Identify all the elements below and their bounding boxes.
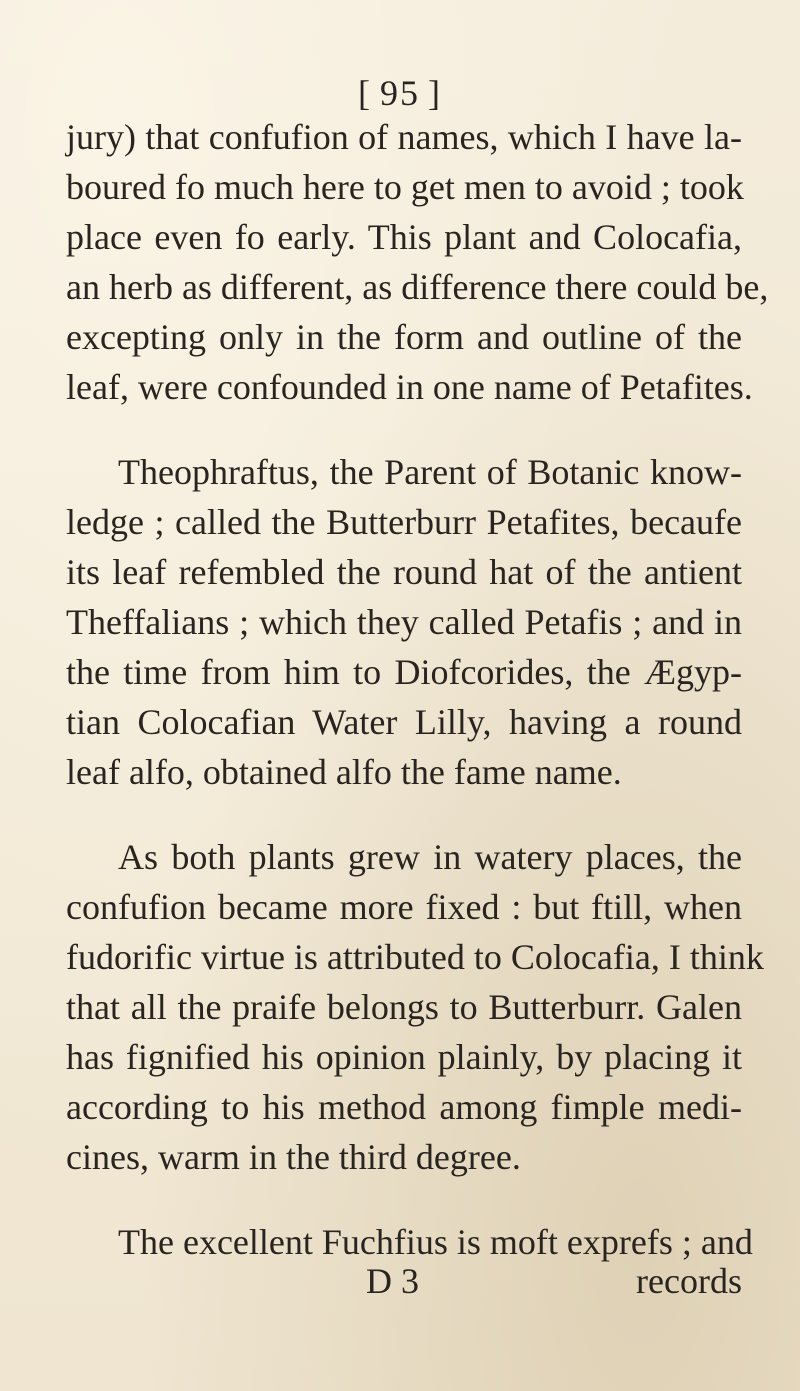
text-line: Theffalians ; which they called Petafis ; and in [66, 602, 742, 642]
catchword: records [636, 1261, 742, 1301]
text-line: according to his method among fimple medi- [66, 1087, 742, 1127]
text-line: jury) that confufion of names, which I have la- [66, 117, 742, 157]
text-line: fudorific virtue is attributed to Colocafia, I think [66, 937, 764, 977]
text-line: ledge ; called the Butterburr Petafites, becaufe [66, 502, 742, 542]
text-line: an herb as different, as difference there could be, [66, 267, 769, 307]
text-line: boured fo much here to get men to avoid ; took [66, 167, 744, 207]
signature-mark: D 3 [366, 1261, 419, 1301]
bracket-open: [ [358, 73, 372, 113]
text-line: As both plants grew in watery places, the [118, 837, 742, 877]
text-line: confufion became more fixed : but ftill, when [66, 887, 742, 927]
text-line: excepting only in the form and outline of the [66, 317, 742, 357]
text-line: its leaf refembled the round hat of the antient [66, 552, 742, 592]
text-line: the time from him to Diofcorides, the Ægyp- [66, 652, 742, 692]
text-line: cines, warm in the third degree. [66, 1137, 521, 1177]
text-line: Theophraftus, the Parent of Botanic know- [118, 452, 742, 492]
text-line: place even fo early. This plant and Colocafia, [66, 217, 742, 257]
page-footer [66, 1260, 742, 1310]
text-line: tian Colocafian Water Lilly, having a round [66, 702, 742, 742]
text-line: that all the praife belongs to Butterburr. Galen [66, 987, 742, 1027]
text-line: leaf, were confounded in one name of Petafites. [66, 367, 753, 407]
page-number: 95 [380, 73, 420, 113]
text-line: The excellent Fuchfius is moft exprefs ; and [118, 1222, 753, 1262]
text-line: leaf alfo, obtained alfo the fame name. [66, 752, 622, 792]
body-text [66, 112, 769, 1267]
page-header [0, 72, 800, 114]
bracket-close: ] [428, 73, 442, 113]
text-line: has fignified his opinion plainly, by placing it [66, 1037, 742, 1077]
